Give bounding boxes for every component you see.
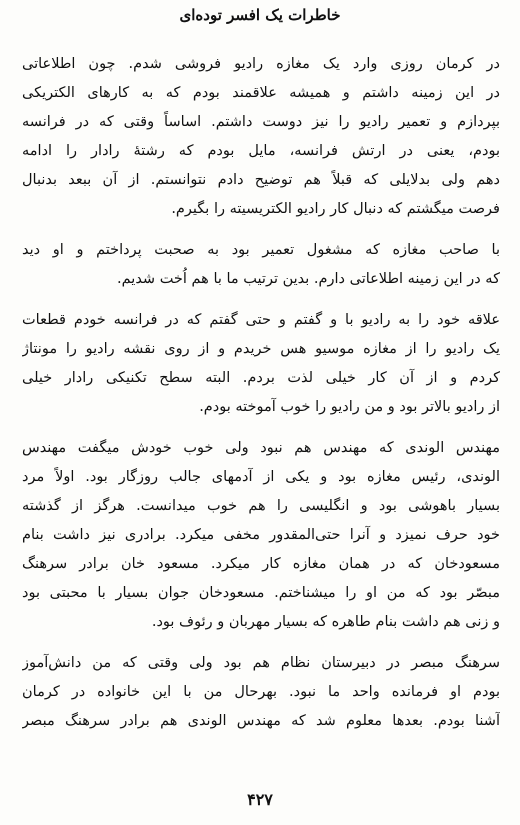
text-line: آشنا بودم. بعدها معلوم شد که مهندس الوندی هم برادر سرهنگ مبصر [22,713,500,729]
text-line: بسیار باهوشی بود و انگلیسی را هم خوب میدانست. هرگز از گذشته [22,498,500,514]
text-line: بودم او فرمانده واحد ما نبود. بهرحال من با این خانواده در کرمان [22,684,500,700]
text-line: دهم ولی بدلایلی که قبلاً هم توضیح دادم نتوانستم. از آن ببعد بدنبال [22,172,500,188]
paragraph [22,236,500,294]
text-line: کردم و از آن کار خیلی لذت بردم. البته سطح تکنیکی رادار خیلی [22,370,500,386]
text-line: در این زمینه داشتم و همیشه علاقمند بودم که به کارهای الکتریکی [22,85,500,101]
text-line: مبصّر بود که من او را میشناختم. مسعودخان جوان بسیار با محبتی بود [22,585,500,601]
page-number: ۴۲۷ [247,790,273,809]
text-line: خود حرف نمیزد و آنرا حتی‌المقدور مخفی میکرد. برادری نیز داشت بنام [22,527,500,543]
paragraph [22,306,500,422]
paragraph [22,434,500,637]
text-line: و زنی هم داشت بنام طاهره که بسیار مهربان و رئوف بود. [151,614,500,630]
page-body [22,50,500,748]
text-line: مسعودخان که در همان مغازه کار میکرد. مسعود خان برادر سرهنگ [22,556,500,572]
running-header: خاطرات یک افسر توده‌ای [179,6,341,24]
paragraph [22,50,500,224]
text-line: از رادیو بالاتر بود و من رادیو را خوب آموخته بودم. [199,399,500,415]
text-line: با صاحب مغازه که مشغول تعمیر بود به صحبت پرداختم و او دید [22,242,500,258]
text-line: علاقه خود را به رادیو با و گفتم و حتی گفتم که در فرانسه خودم قطعات [22,312,500,328]
text-line: یک رادیو را از مغازه موسیو هس خریدم و از روی نقشه رادیو را مونتاژ [22,341,500,357]
text-line: بپردازم و تعمیر رادیو را نیز دوست داشتم. اساساً وقتی که در فرانسه [22,114,500,130]
text-line: که در این زمینه اطلاعاتی دارم. بدین ترتیب ما با هم اُخت شدیم. [117,271,500,287]
text-line: مهندس الوندی که مهندس هم نبود ولی خوب خودش میگفت مهندس [22,440,500,456]
text-line: سرهنگ مبصر در دبیرستان نظام هم بود ولی وقتی که من دانش‌آموز [22,655,500,671]
text-line: فرصت میگشتم که دنبال کار رادیو الکتریسیته را بگیرم. [171,201,500,217]
text-line: در کرمان روزی وارد یک مغازه رادیو فروشی شدم. چون اطلاعاتی [22,56,500,72]
text-line: الوندی، رئیس مغازه بود و یکی از آدمهای جالب روزگار بود. اولاً مرد [22,469,500,485]
text-line: بودم، یعنی در ارتش فرانسه، مایل بودم که رشتهٔ رادار را ادامه [22,143,500,159]
paragraph [22,649,500,736]
